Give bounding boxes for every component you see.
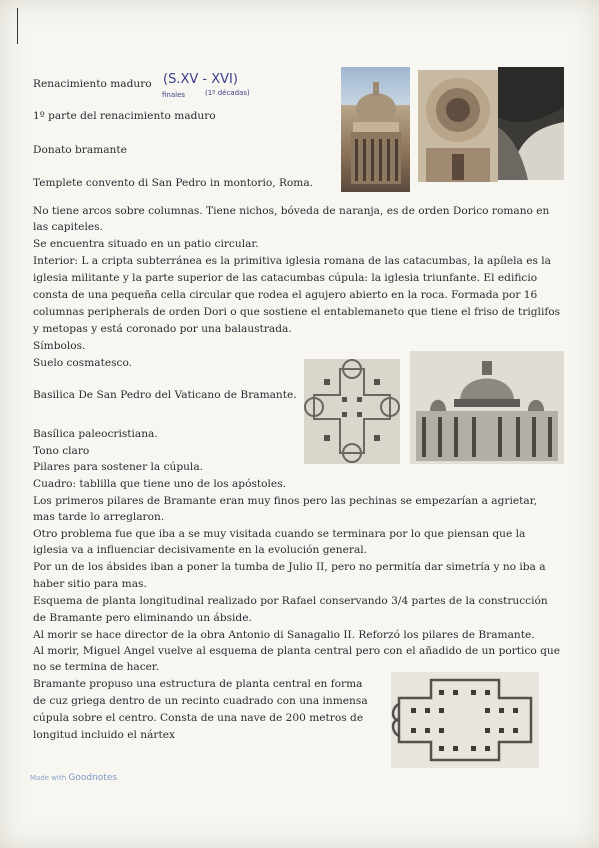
crypt-interior-photo	[498, 67, 564, 180]
text-line: Al morir se hace director de la obra Antonio di Sanagalio II. Reforzó los pilares de Bramante.	[33, 629, 535, 641]
text-line: cúpula sobre el centro. Consta de una nave de 200 metros de	[33, 712, 364, 724]
text-line: Símbolos.	[33, 340, 86, 352]
handwritten-note: (1º décadas)	[205, 89, 250, 97]
work-title: Templete convento di San Pedro in montorio, Roma.	[33, 177, 314, 189]
text-line: iglesia militante y la parte superior de las catacumbas cúpula: la iglesia triunfante. El edificio	[33, 272, 538, 284]
bramante-plan-drawing	[304, 359, 400, 464]
text-line: Pilares para sostener la cúpula.	[33, 461, 204, 473]
goodnotes-watermark	[30, 773, 117, 783]
text-line: y metopas y está coronado por una balaustrada.	[33, 323, 292, 335]
section-subtitle: 1º parte del renacimiento maduro	[33, 110, 216, 122]
text-line: Bramante propuso una estructura de planta central en forma	[33, 678, 363, 690]
text-line: columnas peripherals de orden Dori o que sostiene el entablemaneto que tiene el friso de triglifos	[33, 306, 561, 318]
text-line: mas tarde lo arreglaron.	[33, 511, 165, 523]
text-line: no se termina de hacer.	[33, 661, 160, 673]
text-line: haber sitio para mas.	[33, 578, 147, 590]
text-line: de Bramante pero eliminando un ábside.	[33, 612, 252, 624]
brand-label: Goodnotes	[68, 773, 118, 783]
handwritten-note: finales	[162, 91, 186, 99]
text-line: Tono claro	[33, 445, 90, 457]
text-line: consta de una pequeña cella circular que rodea el agujero abierto en la roca. Formada por 16	[33, 289, 538, 301]
text-line: Interior: L a cripta subterránea es la primitiva iglesia romana de las catacumbas, la apílela es la	[33, 255, 551, 267]
handwritten-period: (S.XV - XVI)	[163, 72, 238, 87]
artist-name: Donato bramante	[33, 144, 127, 156]
text-line: longitud incluido el nártex	[33, 729, 175, 741]
made-with-label: Made with	[30, 774, 67, 782]
pen-mark	[17, 8, 18, 44]
basilica-section-drawing	[410, 351, 564, 464]
text-line: iglesia va a influenciar decisivamente en la evolución general.	[33, 544, 368, 556]
text-line: Esquema de planta longitudinal realizado por Rafael conservando 3/4 partes de la construcción	[33, 595, 548, 607]
text-line: Basílica paleocristiana.	[33, 428, 158, 440]
text-line: Cuadro: tablilla que tiene uno de los apóstoles.	[33, 478, 286, 490]
greek-cross-plan-drawing	[391, 672, 539, 768]
tempietto-exterior-photo	[341, 67, 410, 192]
text-line: Otro problema fue que iba a se muy visitada cuando se terminara por lo que piensan que la	[33, 528, 526, 540]
text-line: No tiene arcos sobre columnas. Tiene nichos, bóveda de naranja, es de orden Dorico romano en	[33, 205, 550, 217]
text-line: de cuz griega dentro de un recinto cuadrado con una inmensa	[33, 695, 368, 707]
text-line: Al morir, Miguel Angel vuelve al esquema de planta central pero con el añadido de un portico que	[33, 645, 561, 657]
section-title: Basilica De San Pedro del Vaticano de Bramante.	[33, 389, 297, 401]
text-line: Suelo cosmatesco.	[33, 357, 133, 369]
text-line: Se encuentra situado en un patio circular.	[33, 238, 259, 250]
page-title: Renacimiento maduro	[33, 78, 152, 90]
text-line: Los primeros pilares de Bramante eran muy finos pero las pechinas se empezarían a agrietar,	[33, 495, 537, 507]
text-line: las capiteles.	[33, 221, 103, 233]
text-line: Por un de los ábsides iban a poner la tumba de Julio II, pero no permitía dar simetría y no iba a	[33, 561, 546, 573]
tempietto-dome-interior-photo	[418, 70, 498, 182]
